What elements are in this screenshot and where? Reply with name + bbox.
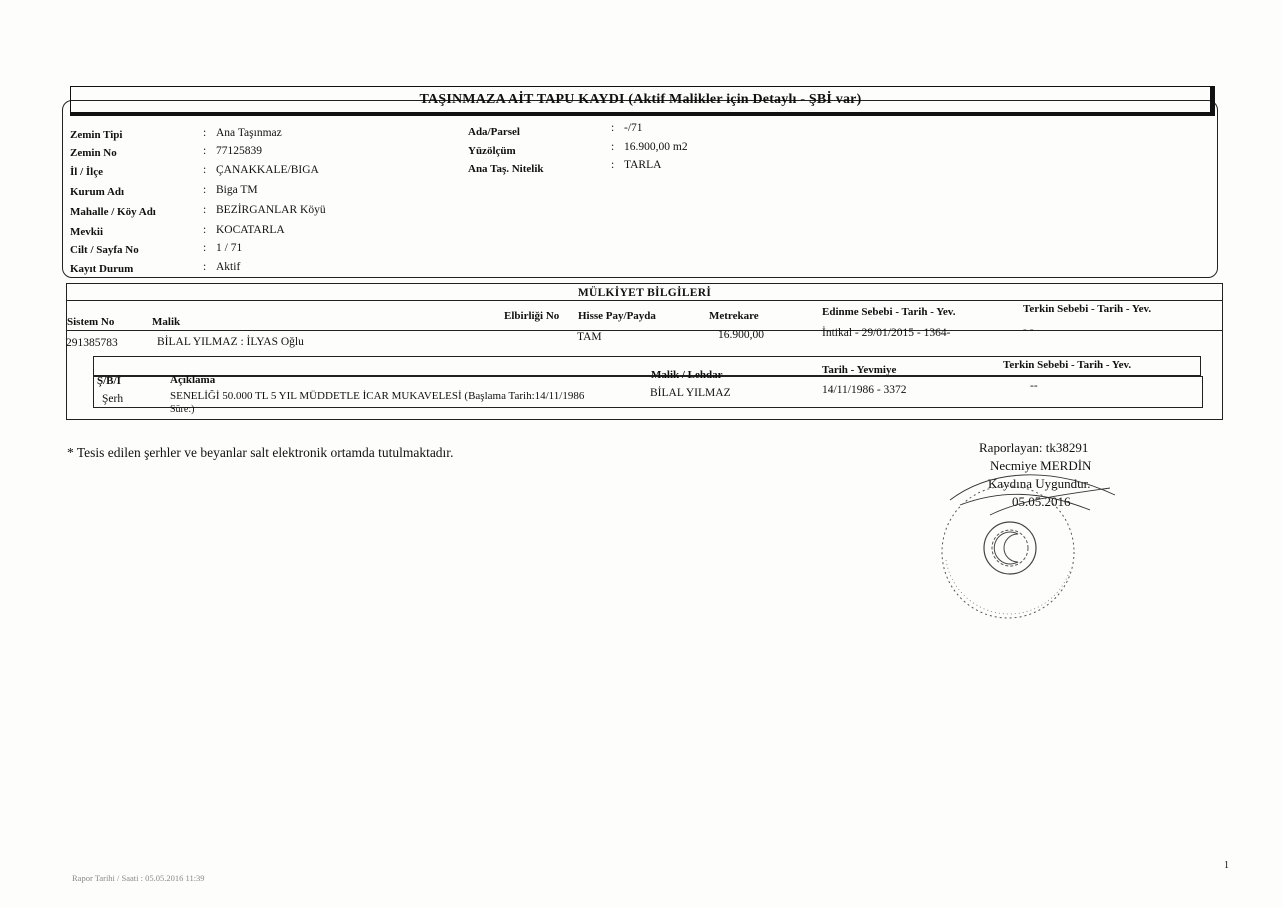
- field-colon: :: [203, 261, 207, 273]
- field-colon: :: [203, 224, 207, 236]
- field-value: 16.900,00 m2: [624, 141, 688, 153]
- field-label: Yüzölçüm: [468, 145, 516, 157]
- field-colon: :: [203, 204, 207, 216]
- field-label: Kayıt Durum: [70, 263, 134, 275]
- field-label: İl / İlçe: [70, 166, 103, 178]
- electronic-note: * Tesis edilen şerhler ve beyanlar salt elektronik ortamda tutulmaktadır.: [67, 445, 454, 460]
- owner-malik: BİLAL YILMAZ : İLYAS Oğlu: [157, 336, 304, 348]
- field-value: KOCATARLA: [216, 224, 285, 236]
- col-malik: Malik: [152, 316, 181, 328]
- field-label: Mevkii: [70, 226, 103, 238]
- field-label: Cilt / Sayfa No: [70, 244, 139, 256]
- annotation-tarih-yevmiye: 14/11/1986 - 3372: [822, 384, 907, 396]
- annotation-malik-lehdar: BİLAL YILMAZ: [650, 387, 731, 399]
- field-colon: :: [611, 141, 615, 153]
- field-value: Aktif: [216, 261, 241, 273]
- field-value: -/71: [624, 122, 643, 134]
- owner-hisse: TAM: [577, 331, 602, 343]
- field-value: ÇANAKKALE/BIGA: [216, 164, 319, 176]
- owner-terkin: - -: [1023, 324, 1034, 336]
- col-malik-lehdar: Malik / Lehdar: [651, 369, 723, 381]
- field-colon: :: [611, 122, 615, 134]
- title-box: [70, 86, 1215, 116]
- field-label: Kurum Adı: [70, 186, 125, 198]
- signature-date: 05.05.2016: [1012, 494, 1071, 509]
- signature-name: Necmiye MERDİN: [990, 458, 1092, 473]
- signature-reporter: Raporlayan: tk38291: [979, 440, 1089, 455]
- document-title: TAŞINMAZA AİT TAPU KAYDI (Aktif Malikler için Detaylı - ŞBİ var): [419, 92, 862, 107]
- col-aciklama: Açıklama: [170, 374, 216, 386]
- col-terkin: Terkin Sebebi - Tarih - Yev.: [1023, 303, 1152, 315]
- ownership-header-divider: [66, 330, 1223, 331]
- owner-sistem-no: 291385783: [66, 337, 118, 349]
- field-colon: :: [203, 145, 207, 157]
- col-edinme: Edinme Sebebi - Tarih - Yev.: [822, 306, 956, 318]
- field-value: 77125839: [216, 145, 262, 157]
- col-sbi: Ş/B/İ: [97, 375, 121, 387]
- field-label: Ana Taş. Nitelik: [468, 163, 544, 175]
- field-value: Biga TM: [216, 184, 258, 196]
- field-label: Ada/Parsel: [468, 126, 520, 138]
- annotation-type: Şerh: [102, 393, 124, 405]
- annotation-description-line1: SENELİĞİ 50.000 TL 5 YIL MÜDDETLE İCAR MUKAVELESİ (Başlama Tarih:14/11/1986: [170, 390, 585, 402]
- field-colon: :: [203, 127, 207, 139]
- annotation-description-line2: Süre:): [170, 404, 195, 415]
- col-sistem-no: Sistem No: [67, 316, 115, 328]
- field-value: TARLA: [624, 159, 662, 171]
- col-tarih-yevmiye: Tarih - Yevmiye: [822, 364, 897, 376]
- owner-edinme: İntikal - 29/01/2015 - 1364-: [822, 327, 951, 339]
- field-value: 1 / 71: [216, 242, 243, 254]
- page-number: 1: [1224, 860, 1229, 871]
- owner-metrekare: 16.900,00: [718, 329, 764, 341]
- ownership-section-title: MÜLKİYET BİLGİLERİ: [577, 287, 712, 299]
- col-elbirligi-no: Elbirliği No: [504, 310, 560, 322]
- field-label: Mahalle / Köy Adı: [70, 206, 156, 218]
- official-seal-icon: [930, 460, 1130, 640]
- field-value: BEZİRGANLAR Köyü: [216, 204, 326, 216]
- field-colon: :: [203, 184, 207, 196]
- annotation-terkin: --: [1030, 380, 1038, 392]
- col-annotation-terkin: Terkin Sebebi - Tarih - Yev.: [1003, 359, 1132, 371]
- field-colon: :: [203, 164, 207, 176]
- report-timestamp: Rapor Tarihi / Saati : 05.05.2016 11:39: [72, 873, 205, 883]
- col-hisse: Hisse Pay/Payda: [578, 310, 656, 322]
- field-colon: :: [203, 242, 207, 254]
- field-colon: :: [611, 159, 615, 171]
- col-metrekare: Metrekare: [709, 310, 759, 322]
- signature-certification: Kaydına Uygundur.: [988, 476, 1091, 491]
- field-value: Ana Taşınmaz: [216, 127, 282, 139]
- field-label: Zemin Tipi: [70, 129, 123, 141]
- field-label: Zemin No: [70, 147, 117, 159]
